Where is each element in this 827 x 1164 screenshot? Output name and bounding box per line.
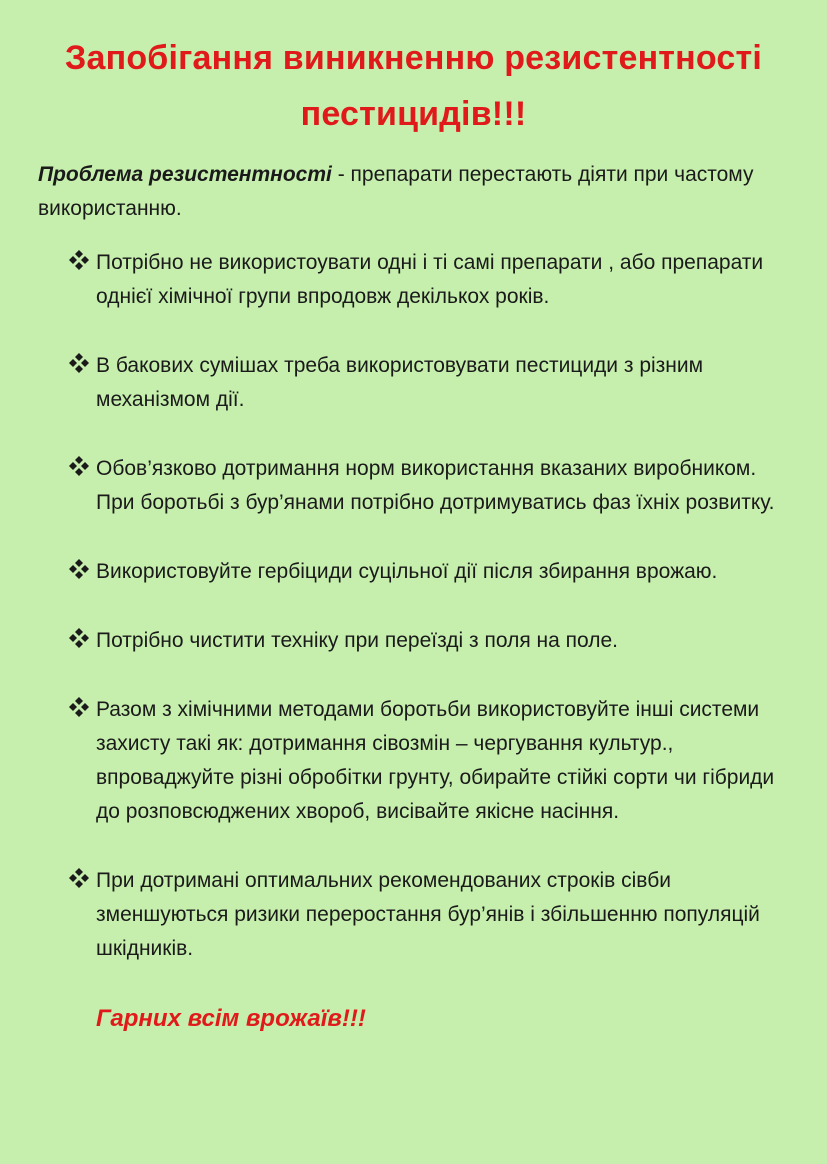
recommendation-list (38, 246, 789, 966)
closing-message: Гарних всім врожаїв!!! (96, 1005, 366, 1032)
title-line-1: Запобігання виникненню резистентності (64, 39, 763, 77)
four-diamond-bullet-icon (68, 696, 90, 718)
list-item-text: В бакових сумішах треба використовувати пестициди з різним механізмом дії. (96, 354, 704, 411)
list-item (68, 555, 789, 589)
list-item (68, 452, 789, 520)
list-item (68, 624, 789, 658)
page-title (38, 30, 789, 142)
list-item (68, 864, 789, 966)
list-item (68, 246, 789, 314)
list-item (68, 693, 789, 829)
four-diamond-bullet-icon (68, 627, 90, 649)
list-item-text: При дотримані оптимальних рекомендованих строків сівби зменшуються ризики переростання бур’янів і збільшенню популяцій шкідників. (96, 869, 760, 960)
four-diamond-bullet-icon (68, 249, 90, 271)
four-diamond-bullet-icon (68, 558, 90, 580)
intro-paragraph (38, 158, 789, 226)
list-item-text: Потрібно чистити техніку при переїзді з поля на поле. (96, 629, 618, 652)
list-item (68, 349, 789, 417)
intro-term: Проблема резистентності (38, 163, 332, 186)
four-diamond-bullet-icon (68, 352, 90, 374)
four-diamond-bullet-icon (68, 867, 90, 889)
four-diamond-bullet-icon (68, 455, 90, 477)
list-item-text: Разом з хімічними методами боротьби використовуйте інші системи захисту такі як: дотримання сівозмін – чергування культур., впроваджуйте різні обробітки грунту, обирайте стійкі сорти чи гібриди до розповсюджених хвороб, висівайте якісне насіння. (96, 698, 775, 823)
list-item-text: Обов’язково дотримання норм використання вказаних виробником. При боротьбі з бур’янами потрібно дотримуватись фаз їхніх розвитку. (96, 457, 775, 514)
list-item-text: Потрібно не використоувати одні і ті самі препарати , або препарати однієї хімічної групи впродовж декількох років. (96, 251, 764, 308)
intro-text: - препарати перестають діяти при частому використанню. (38, 163, 754, 220)
list-item-text: Використовуйте гербіциди суцільної дії після збирання врожаю. (96, 560, 718, 583)
title-line-2: пестицидів!!! (300, 95, 527, 133)
